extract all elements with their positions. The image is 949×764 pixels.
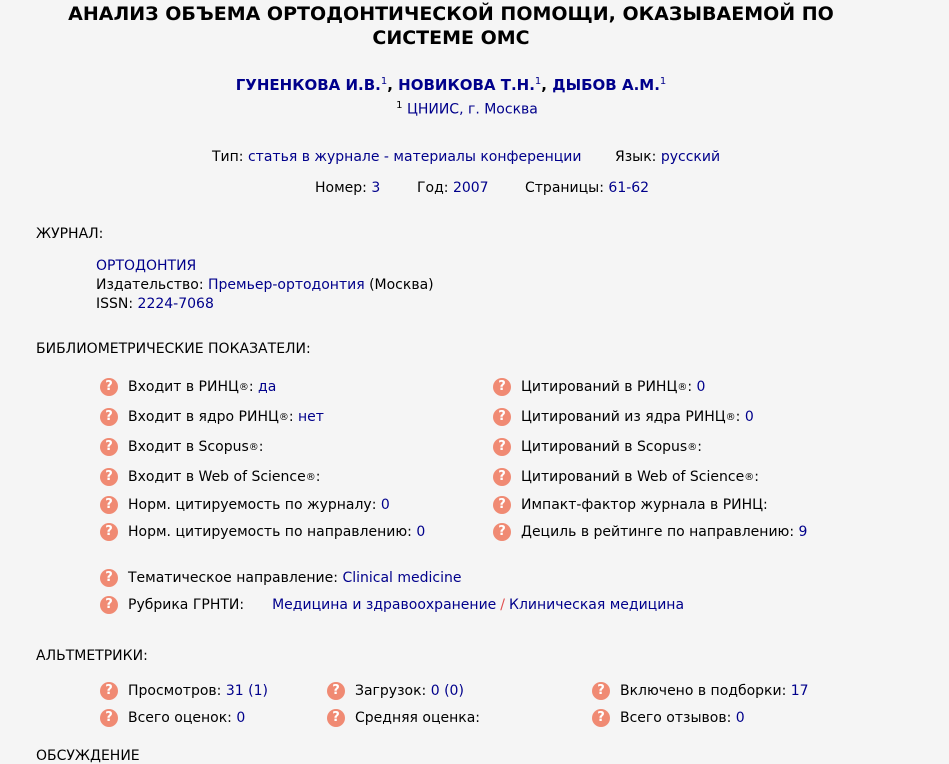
biblio-row [493, 496, 772, 514]
help-icon[interactable]: ? [100, 408, 118, 426]
metric-value[interactable]: нет [298, 409, 324, 425]
biblio-row [493, 408, 754, 426]
views-label: Просмотров: [128, 683, 222, 699]
reg-mark: ® [687, 441, 698, 453]
help-icon[interactable]: ? [100, 596, 118, 614]
publisher-link[interactable]: Премьер-ортодонтия [207, 277, 365, 293]
number-label: Номер: [315, 180, 367, 196]
affiliation-link[interactable]: ЦНИИС, г. Москва [406, 101, 538, 118]
type-label: Тип: [212, 149, 244, 165]
altmetric-ratings [100, 709, 245, 727]
biblio-row [100, 468, 325, 486]
grnti-row [100, 596, 684, 614]
colon: : [248, 379, 254, 395]
title-line-2: СИСТЕМЕ ОМС [372, 27, 530, 49]
reviews-label: Всего отзывов: [620, 710, 732, 726]
biblio-row [100, 378, 276, 396]
metric-label: Норм. цитируемость по журналу [128, 497, 372, 513]
colon: : [315, 469, 321, 485]
help-icon[interactable]: ? [100, 468, 118, 486]
affiliation [0, 100, 934, 118]
metric-label: Входит в ядро РИНЦ [128, 409, 279, 425]
number-value[interactable]: 3 [371, 180, 381, 196]
biblio-row [493, 468, 763, 486]
metric-value[interactable]: 0 [416, 524, 426, 540]
colon: : [763, 497, 768, 513]
author-name: ГУНЕНКОВА И.В. [235, 76, 381, 94]
ratings-value[interactable]: 0 [236, 710, 246, 726]
author-name: НОВИКОВА Т.Н. [398, 76, 535, 94]
metric-label: Входит в РИНЦ [128, 379, 239, 395]
biblio-row [493, 438, 706, 456]
metric-label: Входит в Scopus [128, 439, 249, 455]
type-value[interactable]: статья в журнале - материалы конференции [247, 149, 582, 165]
reg-mark: ® [744, 471, 755, 483]
altmetric-collections [592, 682, 809, 700]
biblio-row [493, 378, 705, 396]
reg-mark: ® [305, 471, 316, 483]
author-link-3[interactable] [552, 76, 666, 94]
metric-label: Импакт-фактор журнала в РИНЦ [521, 497, 763, 513]
pages-label: Страницы: [525, 180, 604, 196]
issn-link[interactable]: 2224-7068 [137, 296, 214, 312]
metric-label: Цитирований в Scopus [521, 439, 688, 455]
colon: : [735, 409, 741, 425]
grnti-link-2[interactable]: Клиническая медицина [509, 597, 685, 613]
biblio-row [100, 496, 390, 514]
colon: : [258, 439, 264, 455]
journal-block [96, 257, 434, 314]
help-icon[interactable]: ? [100, 709, 118, 727]
help-icon[interactable]: ? [493, 523, 511, 541]
help-icon[interactable]: ? [100, 569, 118, 587]
altmetric-avg [327, 709, 484, 727]
help-icon[interactable]: ? [100, 438, 118, 456]
help-icon[interactable]: ? [493, 408, 511, 426]
author-link-1[interactable] [236, 76, 388, 94]
reg-mark: ® [238, 381, 249, 393]
topic-value[interactable]: Clinical medicine [342, 570, 462, 586]
ratings-label: Всего оценок: [128, 710, 232, 726]
altmetric-downloads [327, 682, 464, 700]
biblio-row [493, 523, 807, 541]
meta-number [315, 180, 380, 196]
reg-mark: ® [725, 411, 736, 423]
metric-label: Дециль в рейтинге по направлению [521, 524, 790, 540]
biblio-heading: БИБЛИОМЕТРИЧЕСКИЕ ПОКАЗАТЕЛИ: [36, 341, 311, 357]
help-icon[interactable]: ? [100, 378, 118, 396]
meta-year [417, 180, 489, 196]
metric-label: Норм. цитируемость по направлению [128, 524, 408, 540]
help-icon[interactable]: ? [493, 378, 511, 396]
colon: : [687, 379, 693, 395]
help-icon[interactable]: ? [493, 496, 511, 514]
metric-label: Цитирований в РИНЦ [521, 379, 678, 395]
metric-label: Входит в Web of Science [128, 469, 306, 485]
grnti-separator: / [500, 597, 505, 613]
metric-value[interactable]: 0 [696, 379, 706, 395]
issn-label: ISSN: [96, 296, 134, 312]
journal-name-link[interactable]: ОРТОДОНТИЯ [96, 258, 197, 274]
downloads-label: Загрузок: [355, 683, 427, 699]
meta-lang-row [615, 149, 720, 165]
year-value[interactable]: 2007 [452, 180, 489, 196]
biblio-row [100, 438, 268, 456]
help-icon[interactable]: ? [100, 496, 118, 514]
biblio-row [100, 523, 425, 541]
help-icon[interactable]: ? [100, 523, 118, 541]
affiliation-sup: 1 [396, 100, 403, 111]
authors: ГУНЕНКОВА И.В.$^1$, НОВИКОВА Т.Н.$^1$, ДЫБОВ А.М.$^1$ [235, 76, 667, 94]
author-name: ДЫБОВ А.М. [552, 76, 660, 94]
colon: : [288, 409, 294, 425]
altmetrics-heading: АЛЬТМЕТРИКИ: [36, 648, 148, 664]
help-icon[interactable]: ? [100, 682, 118, 700]
colon: : [371, 497, 377, 513]
year-label: Год: [417, 180, 449, 196]
publisher-city: (Москва) [369, 277, 434, 293]
title-line-1: АНАЛИЗ ОБЪЕМА ОРТОДОНТИЧЕСКОЙ ПОМОЩИ, ОКАЗЫВАЕМОЙ ПО [68, 3, 834, 25]
author-sup: 1 [380, 76, 388, 87]
reviews-value[interactable]: 0 [735, 710, 745, 726]
help-icon[interactable]: ? [493, 438, 511, 456]
author-link-2[interactable] [398, 76, 541, 94]
grnti-label: Рубрика ГРНТИ: [128, 597, 245, 613]
lang-value[interactable]: русский [660, 149, 721, 165]
meta-type-row [212, 149, 582, 165]
topic-label: Тематическое направление: [128, 570, 338, 586]
publisher-label: Издательство: [96, 277, 204, 293]
help-icon[interactable]: ? [592, 709, 610, 727]
downloads-value[interactable]: 0 (0) [430, 683, 464, 699]
journal-heading: ЖУРНАЛ: [36, 226, 104, 242]
pages-value[interactable]: 61-62 [608, 180, 650, 196]
views-value[interactable]: 31 (1) [225, 683, 268, 699]
reg-mark: ® [248, 441, 259, 453]
reg-mark: ® [278, 411, 289, 423]
article-title [0, 2, 902, 50]
help-icon[interactable]: ? [327, 682, 345, 700]
reg-mark: ® [677, 381, 688, 393]
help-icon[interactable]: ? [327, 709, 345, 727]
biblio-row [100, 408, 324, 426]
lang-label: Язык: [615, 149, 657, 165]
metric-value[interactable]: 0 [744, 409, 754, 425]
metric-value[interactable]: 9 [798, 524, 808, 540]
metric-value[interactable]: да [258, 379, 277, 395]
metric-label: Цитирований из ядра РИНЦ [521, 409, 726, 425]
grnti-link-1[interactable]: Медицина и здравоохранение [272, 597, 497, 613]
topic-row [100, 569, 461, 587]
collections-label: Включено в подборки: [620, 683, 787, 699]
collections-value[interactable]: 17 [790, 683, 809, 699]
help-icon[interactable]: ? [493, 468, 511, 486]
colon: : [407, 524, 412, 540]
meta-pages [525, 180, 649, 196]
metric-label: Цитирований в Web of Science [521, 469, 745, 485]
avg-label: Средняя оценка: [355, 710, 481, 726]
author-sup: 1 [659, 76, 667, 87]
metric-value[interactable]: 0 [380, 497, 390, 513]
help-icon[interactable]: ? [592, 682, 610, 700]
altmetric-views [100, 682, 268, 700]
discussion-heading: ОБСУЖДЕНИЕ [36, 748, 140, 764]
colon: : [697, 439, 702, 455]
altmetric-reviews [592, 709, 745, 727]
colon: : [789, 524, 795, 540]
colon: : [754, 469, 759, 485]
author-sup: 1 [534, 76, 542, 87]
